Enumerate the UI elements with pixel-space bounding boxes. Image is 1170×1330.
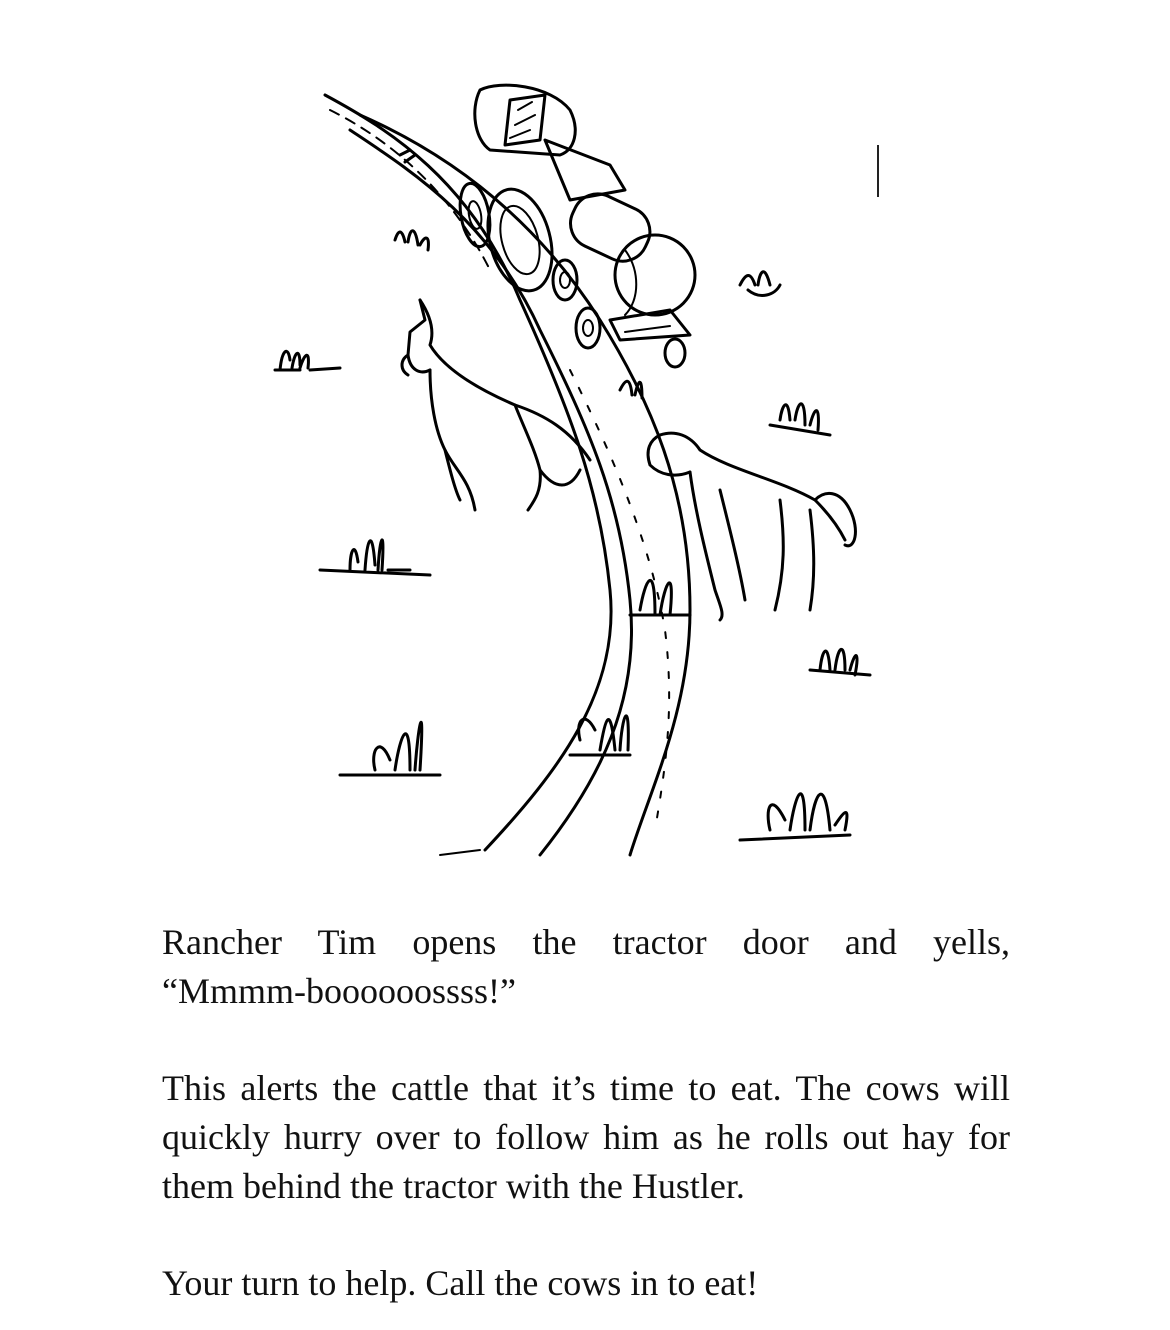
text-cursor-mark — [877, 145, 879, 197]
cow-right — [648, 433, 855, 620]
tractor — [456, 85, 695, 367]
tractor-cows-illustration — [270, 70, 900, 870]
story-text — [162, 918, 1010, 1308]
paragraph-1-line-2: “Mmmm-boooooossss!” — [162, 971, 516, 1011]
paragraph-2: This alerts the cattle that it’s time to eat. The cows will quickly hurry over to follow him as he rolls out hay for them behind the tractor with the Hustler. — [162, 1068, 1010, 1206]
cow-left — [402, 300, 590, 510]
paragraph-1-line-1: Rancher Tim opens the tractor door and yells, — [162, 922, 1010, 962]
grass-tufts — [275, 150, 870, 840]
paragraph-3: Your turn to help. Call the cows in to eat! — [162, 1263, 759, 1303]
paragraph-1 — [162, 918, 1010, 1016]
